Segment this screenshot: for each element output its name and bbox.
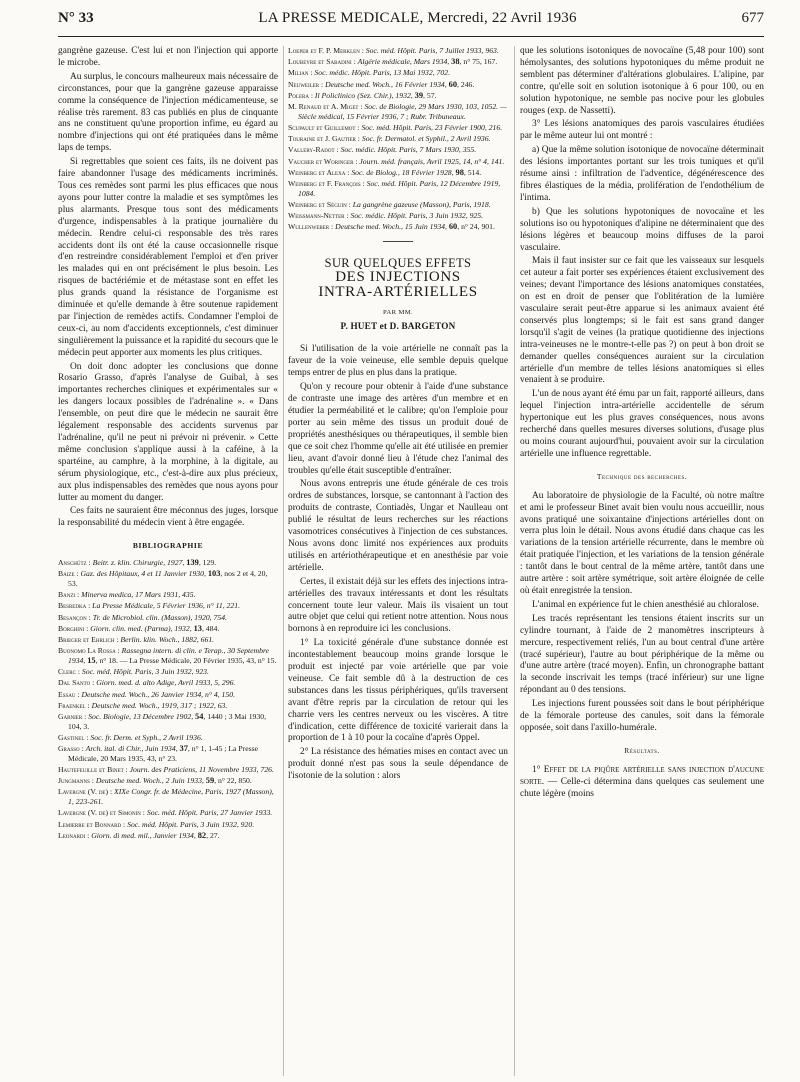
bib-tail: , 514. (463, 167, 482, 177)
bibliography-heading: BIBLIOGRAPHIE (132, 541, 204, 551)
bibliography-entry (58, 558, 278, 568)
page-header (58, 10, 764, 37)
bib-reference: Soc. fr. Derm. et Syph., 2 Avril 1936. (90, 732, 203, 742)
bib-reference: Arch. ital. di Chir., Juin 1934, (85, 744, 180, 754)
bib-reference: Tr. de Microbiol. clin. (Masson), 1920, 754. (92, 612, 227, 622)
bibliography-entry (288, 168, 508, 178)
bibliography-entry (58, 590, 278, 600)
bib-reference: Rassegna intern. di clin. e Terap., 30 Septembre 1934, (68, 646, 270, 665)
bibliography-entry (58, 765, 278, 775)
paragraph: Au laboratoire de physiologie de la Faculté, où notre maître et ami le professeur Binet avait bien voulu nous accueillir, nous avons pratiqué une soixantaine d'injections artérielles dont on verra plus loin le détail. Nous avons étudié dans chaque cas les variations de la tension artérielle récurrente, dans le membre où était pratiquée l'injection, et les variations de la tension générale : tantôt dans le bout central de la même artère, tantôt dans une autre artère : soit artère symétrique, soit artère éloignée de celle où était enregistrée la tension. (520, 490, 764, 596)
bibliography-entry (58, 712, 278, 731)
paragraph: b) Que les solutions hypotoniques de novocaïne et les solutions iso ou hypotoniques d'alipine ne déterminaient que des lésions légères et beaucoup moins diffuses de la paroi vasculaire. (520, 206, 764, 253)
bib-author: Jungmanns : (58, 776, 94, 786)
bib-reference: Soc. médic. Hôpit. Paris, 7 Mars 1930, 355. (340, 145, 477, 155)
bib-volume: 60 (448, 79, 457, 89)
column-2 (288, 46, 508, 1076)
bib-author: Banzi : (58, 590, 80, 600)
bib-volume: 39 (414, 90, 424, 100)
bib-reference: Deutsche med. Woch., 16 Février 1934, (325, 79, 449, 89)
paragraph: Les tracés représentant les tensions étaient inscrits sur un cylindre tournant, à l'aide de 2 manomètres inscripteurs à mercure, respectivement reliés, l'un au bout central d'une artère (tracé supérieur), l'autre au bout périphérique de la même ou d'une autre artère (tracé moyen). Enfin, un chronographe battant la seconde inscrivait les temps (tracé inférieur) sur une ligne répondant au 0 des tensions. (520, 613, 764, 696)
bib-tail: , n° 75, 167. (459, 57, 498, 67)
column-1 (58, 46, 278, 1076)
paragraph: que les solutions isotoniques de novocaïne (5,48 pour 100) sont hémolysantes, des solutions hypotoniques du même produit ne semblent pas déterminer d'altérations globulaires. L'alipine, par contre, qu'elle soit en solution isotonique à 6 pour 100, ou en solution hypotonique, ne semble pas nocive pour les globules rouges (exp. de Nassetti). (520, 46, 764, 116)
bib-tail: , nos 2 et 4, 20, 53. (68, 569, 268, 589)
bibliography-entry (58, 635, 278, 645)
bib-author: Vallery-Radot : (288, 145, 339, 155)
bib-reference: Soc. médic. Hôpit. Paris, 3 Juin 1932, 925. (350, 211, 484, 221)
bib-reference: XIXe Congr. fr. de Médecine, Paris, 1927 (Masson), 1, 223-261. (68, 787, 274, 807)
bib-reference: Beitr. z. klin. Chirurgie, 1927, (92, 558, 187, 568)
bibliography-entry (58, 808, 278, 818)
bibliography-entry (288, 200, 508, 210)
paragraph (520, 765, 764, 801)
bib-reference: Minerva medica, 17 Mars 1931, 435. (81, 590, 196, 600)
bib-volume: 54 (195, 712, 204, 721)
bib-reference: La Presse Médicale, 5 Février 1936, n° 11, 221. (92, 601, 240, 611)
bib-author: Weinberg et Séguin : (288, 199, 351, 209)
paragraph: Ces faits ne sauraient être méconnus des juges, lorsque la responsabilité du médecin vient à être engagée. (58, 506, 278, 529)
bib-author: Milian : (288, 68, 313, 78)
bib-author: M. Renaud et A. Miget : (288, 102, 363, 112)
bib-tail: , n° 18. — La Presse Médicale, 20 Février 1935, 43, n° 15. (95, 655, 277, 665)
bibliography-entry (58, 820, 278, 830)
bib-reference: Deutsche med. Woch., 15 Juin 1934, (335, 222, 449, 232)
bib-author: Polera : (288, 90, 313, 100)
paragraph: Si l'utilisation de la voie artérielle ne connaît pas la faveur de la voie veineuse, elle semble depuis quelque temps entrer de plus en plus dans la pratique. (288, 344, 508, 379)
bib-reference: Soc. de Biologie, 29 Mars 1930, 103, 1052. — Siècle médical, 15 Février 1936, 7 ; Rubr. Tribuneaux. (298, 102, 507, 121)
bib-author: Loeper et F. P. Merklen : (288, 46, 364, 55)
bib-author: Anschütz : (58, 558, 91, 568)
bib-author: Brieger et Ehrlich : (58, 635, 119, 645)
bib-volume: 59 (205, 776, 215, 786)
bib-reference: Giorn. di med. mil., Janvier 1934, (91, 830, 198, 840)
bib-tail: , 129. (198, 558, 217, 568)
bib-volume: 103 (207, 569, 221, 579)
bib-author: Weinberg et Alexa : (288, 167, 350, 177)
bibliography-entry (288, 46, 508, 56)
bib-reference: Soc. méd. Hôpit. Paris, 12 Décembre 1919, 1084. (298, 178, 501, 198)
bib-reference: Il Policlinico (Sez. Chir.), 1932, (314, 90, 415, 100)
bibliography-entry (58, 624, 278, 634)
bib-reference: Journ. des Praticiens, 11 Novembre 1933, 726. (129, 765, 274, 775)
bib-author: Buonomo La Rossa : (58, 646, 120, 656)
bib-author: Garnier : (58, 712, 87, 721)
article-title-line-3: INTRA-ARTÉRIELLES (318, 283, 478, 300)
bibliography-list-continued (288, 46, 508, 232)
bib-reference: Soc. méd. Hôpit. Paris, 7 Juillet 1933, 963. (365, 46, 499, 55)
bib-reference: Deutsche med. Woch., 26 Janvier 1934, n° 4, 150. (81, 689, 235, 699)
section-heading-results: Résultats. (624, 745, 660, 755)
bib-reference: Soc. fr. Dermatol. et Syphil., 2 Avril 1936. (361, 134, 491, 144)
bib-tail: , 246. (457, 79, 475, 89)
bib-volume: 60 (448, 222, 458, 232)
paragraph: L'un de nous ayant été ému par un fait, rapporté ailleurs, dans lequel l'injection intra-artérielle accidentelle de sérum hypertonique eut les plus graves conséquences, nous avons recherché dans quelles mesures diverses solutions, d'usage plus ou moins courant aujourd'hui, pouvaient avoir sur la circulation artérielle une influence regrettable. (520, 389, 764, 459)
paragraph: Si regrettables que soient ces faits, ils ne doivent pas faire abandonner l'usage des médicaments incriminés. Tous ces remèdes sont parmi les plus efficaces que nous ayons pour lutter contre la maladie et ses symptômes les plus alarmants. Presque tous sont des médicaments d'urgence, indispensables à la pratique journalière du médecin. Rendre celui-ci responsable des très rares accidents dont ils ont été la cause occasionnelle risque d'en restreindre considérablement l'emploi et d'en priver les malades qui en ont précisément le plus besoin. Les risques de bactériémie et de métastase sont en effet les plus grands quand la résistance de l'organisme est diminuée et qu'elle demande à être soutenue rapidement par l'injection de remèdes actifs. Condamner l'emploi de ceux-ci, au nom d'accidents exceptionnels, c'est diminuer singulièrement la puissance et la rapidité du secours que le médecin peut apporter aux moments les plus critiques. (58, 157, 278, 358)
bib-author: Besançon : (58, 612, 91, 622)
bib-author: Wullenweber : (288, 222, 334, 232)
bib-author: Essau : (58, 689, 80, 699)
bib-tail: , 57. (423, 90, 437, 100)
paragraph: gangrène gazeuse. C'est lui et non l'injection qui apporte le microbe. (58, 46, 278, 68)
journal-title-date: LA PRESSE MEDICALE, Mercredi, 22 Avril 1936 (258, 10, 577, 26)
bib-tail: , 1440 ; 3 Mai 1930, 104, 3. (68, 712, 266, 731)
bib-reference: Soc. méd. Hôpit. Paris, 23 Février 1900, 216. (361, 122, 503, 132)
article-title-line-1: SUR QUELQUES EFFETS (324, 255, 472, 270)
column-3 (520, 46, 764, 1076)
bib-reference: Journ. méd. français, Avril 1925, 14, n° 4, 141. (359, 156, 505, 166)
bib-author: Gastinel : (58, 732, 89, 742)
bib-volume: 139 (186, 558, 199, 568)
bibliography-entry (288, 57, 508, 67)
bib-tail: , 484. (201, 623, 220, 633)
column-rule (283, 46, 284, 1076)
bibliography-entry (58, 776, 278, 786)
bib-author: Leonardi : (58, 830, 90, 840)
bib-author: Vaucher et Woringer : (288, 156, 358, 166)
bibliography-entry (288, 211, 508, 221)
bibliography-entry (58, 787, 278, 806)
bibliography-entry (58, 701, 278, 711)
subhead-effect: 1° Effet de la piqûre artérielle sans injection d'aucune sorte. (520, 764, 764, 787)
page-number: 677 (741, 10, 764, 26)
bib-volume: 37 (179, 744, 188, 754)
bib-author: Borghini : (58, 623, 89, 633)
bib-volume: 82 (197, 830, 207, 840)
bib-author: Neuweiler : (288, 79, 324, 89)
bib-author: Lavergne (V. de) et Simonin : (58, 808, 145, 818)
paragraph: Qu'on y recoure pour obtenir à l'aide d'une substance de contraste une image des artères d'un membre et en étudier la perméabilité et le calibre; qu'on l'emploie pour porter au sein même des tissus un produit doué de propriétés anesthésiques ou thérapeutiques, il semble bien que ce soit chez l'homme qu'elle ait été utilisée en premier lieu, avant d'avoir donné lieu à l'étude chez l'animal des troubles qu'elle était susceptible d'entraîner. (288, 382, 508, 476)
bib-author: Fraenkel : (58, 700, 90, 710)
paragraph: a) Que la même solution isotonique de novocaïne déterminait des lésions importantes portant sur les trois tuniques et qu'il résume ainsi : infiltration de l'adventice, dégénérescence des fibres élastiques de la média, prolifération de l'endothélium de l'intima. (520, 145, 764, 203)
bib-author: Hautefeuille et Binet : (58, 765, 128, 775)
bibliography-entry (288, 134, 508, 144)
bib-reference: Deutsche med. Woch., 1919, 317 ; 1922, 63. (91, 700, 228, 710)
bibliography-entry (288, 145, 508, 155)
paragraph: 2° La résistance des hématies mises en contact avec un produit donné n'est pas sous la seule dépendance de l'isotonie de la solution : alors (288, 747, 508, 782)
paragraph: Au surplus, le concours malheureux mais nécessaire de circonstances, pour que la gangrène gazeuse apparaisse comme la conséquence de l'injection médicamenteuse, se réalise très rarement. 83 cas publiés en plus de cinquante ans ne constituent qu'une proportion infime, eu égard au nombre d'injections qui ont été pratiquées dans le même laps de temps. (58, 71, 278, 154)
bib-author: Scupault et Guillemot : (288, 122, 360, 132)
byline-par: PAR MM. (382, 308, 414, 316)
bib-author: Weissmann-Netter : (288, 211, 349, 221)
bib-volume: 38 (451, 57, 460, 67)
bib-volume: 13 (193, 623, 202, 633)
bib-author: Besredka : (58, 601, 91, 611)
issue-number: N° 33 (58, 10, 94, 26)
bibliography-entry (58, 678, 278, 688)
bibliography-entry (288, 91, 508, 101)
bib-tail: , n° 24, 901. (457, 222, 495, 232)
bib-reference: Soc. méd. Hôpit. Paris, 3 Juin 1932, 920. (127, 819, 255, 829)
bibliography-entry (58, 733, 278, 743)
paragraph: Mais il faut insister sur ce fait que les vaisseaux sur lesquels cet auteur a fait porter ses expériences étaient exclusivement des veines; devant l'importance des lésions anatomiques constatées, on est en droit de penser que l'oblitération de la lumière vasculaire serait peut-être apparue si les animaux avaient été conservés plus longtemps; si le fait est sans grand danger lorsqu'il s'agit de veines (la pratique quotidienne des injections intra-veineuses ne le montre-t-elle pas ?) on peut à bon droit se demander quelles conséquences auraient sur la circulation artérielle d'un membre de telles lésions anatomiques si elles venaient à se produire. (520, 256, 764, 386)
bib-reference: Deutsche med. Woch., 2 Juin 1933, (95, 776, 206, 786)
bibliography-list (58, 558, 278, 840)
bib-reference: Giorn. med. d. alto Adige, Avril 1933, 5, 296. (96, 678, 236, 688)
bib-reference: Algérie médicale, Mars 1934, (357, 57, 452, 67)
section-heading-technique: Technique des recherches. (596, 471, 688, 481)
column-rule (514, 46, 515, 1076)
bib-tail: , 27. (206, 830, 220, 840)
bibliography-entry (288, 68, 508, 78)
bibliography-entry (288, 80, 508, 90)
bib-tail: , n° 22, 850. (214, 776, 252, 786)
bib-volume: 15 (87, 655, 96, 665)
bibliography-entry (58, 831, 278, 841)
bib-author: Lemierre et Bonnard : (58, 819, 126, 829)
bib-reference: Giorn. clin. med. (Parma), 1932, (90, 623, 194, 633)
paragraph: Certes, il existait déjà sur les effets des injections intra-artérielles des travaux intéressants et dont les résultats concernent toute leur valeur. Mais ils visaient un tout autre objet que celui qui retient notre attention. Nous nous bornons à en reproduire ici les conclusions. (288, 576, 508, 635)
bibliography-entry (58, 667, 278, 677)
paragraph: Nous avons entrepris une étude générale de ces trois ordres de substances, lorsque, se cantonnant à l'action des produits de contraste, Contiadès, Ungar et Naulleau ont publié le résultat de leurs recherches sur les réactions vasomotrices consécutives à l'injection de ces substances. Nous avons donc limité nos expériences aux produits utilisés en artériothérapeutique et en anesthésie par voie artérielle. (288, 479, 508, 573)
bibliography-entry (288, 179, 508, 198)
bib-author: Weinberg et F. François : (288, 178, 365, 188)
bibliography-entry (58, 744, 278, 763)
bib-reference: Soc. méd. Hôpit. Paris, 27 Janvier 1933. (146, 808, 273, 818)
bibliography-entry (288, 102, 508, 121)
bibliography-entry (58, 569, 278, 588)
bib-reference: La gangrène gazeuse (Masson), Paris, 1918. (352, 199, 491, 209)
bib-volume: 98 (455, 167, 464, 177)
paragraph: 1° La toxicité générale d'une substance donnée est incontestablement beaucoup moins grande lorsque le produit est injecté par voie artérielle que par voie veineuse. Ce fait semble dû à la destruction de ces substances dans les tissus périphériques, qu'ils traversent avant d'être repris par la circulation de retour qui les charrie vers les centres nerveux ou les viscères. A titre d'indication, cette différence de toxicité varierait dans la proportion de 1 à 10 pour la cocaïne d'après Oppel. (288, 638, 508, 744)
paragraph: 3° Les lésions anatomiques des parois vasculaires étudiées par le même auteur lui ont montré : (520, 119, 764, 142)
bib-reference: Berlin. klin. Woch., 1882, 661. (120, 635, 215, 645)
article-separator (383, 241, 413, 242)
bib-author: Lavergne (V. de) : (58, 787, 113, 797)
bib-reference: Soc. méd. Hôpit. Paris, 3 Juin 1932, 923. (81, 667, 209, 677)
bib-reference: Gaz. des Hôpitaux, 4 et 11 Janvier 1930, (80, 569, 208, 579)
bibliography-entry (58, 613, 278, 623)
bib-reference: Soc. Biologie, 13 Décembre 1902, (88, 712, 196, 721)
bibliography-entry (288, 123, 508, 133)
bibliography-entry (288, 222, 508, 232)
bib-author: Touraine et J. Gautier : (288, 134, 360, 144)
bib-reference: Soc. médic. Hôpit. Paris, 13 Mai 1932, 702. (314, 68, 451, 78)
subhead-text: — Celle-ci détermina dans quelques cas seulement une chute légère (moins (520, 776, 764, 799)
article-title-line-2: DES INJECTIONS (335, 268, 461, 285)
bib-author: Loubeyre et Sabadini : (288, 57, 356, 67)
bib-author: Dal Santo : (58, 678, 95, 688)
bib-author: Baize : (58, 569, 79, 579)
paragraph: Les injections furent poussées soit dans le bout périphérique de la fémorale porteuse des canules, soit dans la fémorale opposée, soit dans l'axillo-humérale. (520, 699, 764, 733)
bibliography-entry (58, 690, 278, 700)
article-authors: P. HUET et D. BARGETON (340, 320, 456, 331)
bib-author: Clerc : (58, 667, 80, 677)
bibliography-entry (288, 157, 508, 167)
bib-author: Grasso : (58, 744, 84, 754)
paragraph: L'animal en expérience fut le chien anesthésié au chloralose. (532, 599, 759, 610)
paragraph: On doit donc adopter les conclusions que donne Rosario Grasso, d'après l'analyse de Guibal, à ses importantes recherches cliniques et expérimentales sur « les dangers locaux possibles de l'adrénaline ». « Dans l'ensemble, on peut dire que le médecin ne saurait être légalement responsable des accidents survenus par l'adrénaline, qu'il ne peut ni prévoir ni prévenir. » Cette même conclusion s'applique aussi à la caféine, à la spartéine, au camphre, à la morphine, à la digitale, au sérum physiologique, etc., c'est-à-dire aux plus précieux, aux plus indispensables des remèdes que nous ayons pour lutter au moment du danger. (58, 361, 278, 503)
bibliography-entry (58, 601, 278, 611)
bib-reference: Soc. de Biolog., 18 Février 1928, (351, 167, 456, 177)
bib-tail: , n° 1, 1-45 ; La Presse Médicale, 20 Mars 1935, 43, n° 23. (68, 744, 259, 763)
bibliography-entry (58, 646, 278, 665)
